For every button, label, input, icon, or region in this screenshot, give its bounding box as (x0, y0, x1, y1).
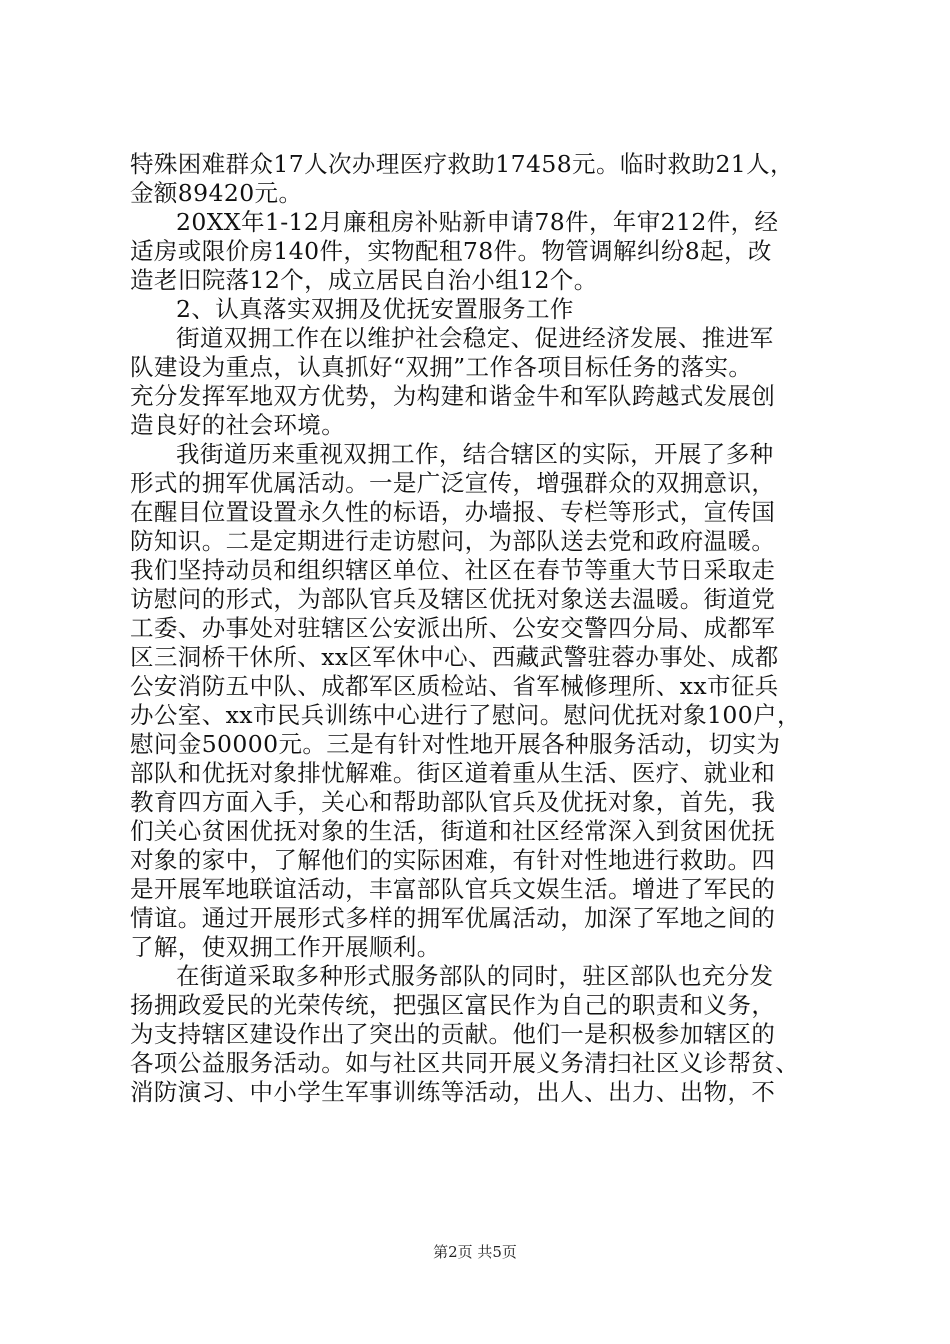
body-line: 部队和优抚对象排忧解难。街区道着重从生活、医疗、就业和 (130, 759, 776, 787)
body-line: 适房或限价房140件，实物配租78件。物管调解纠纷8起，改 (130, 237, 772, 265)
page-indicator: 第2页 共5页 (433, 1243, 517, 1261)
body-line: 充分发挥军地双方优势，为构建和谐金牛和军队跨越式发展创 (130, 382, 776, 410)
body-line: 金额89420元。 (130, 179, 303, 207)
body-line: 我街道历来重视双拥工作，结合辖区的实际，开展了多种 (176, 440, 774, 468)
section-heading: 2、认真落实双拥及优抚安置服务工作 (176, 295, 574, 323)
body-line: 慰问金50000元。三是有针对性地开展各种服务活动，切实为 (130, 730, 781, 758)
body-line: 们关心贫困优抚对象的生活，街道和社区经常深入到贫困优抚 (130, 817, 776, 845)
body-line: 造老旧院落12个，成立居民自治小组12个。 (130, 266, 598, 294)
body-line: 教育四方面入手，关心和帮助部队官兵及优抚对象，首先，我 (130, 788, 776, 816)
body-line: 情谊。通过开展形式多样的拥军优属活动，加深了军地之间的 (130, 904, 776, 932)
document-body (130, 150, 830, 1107)
body-line: 访慰问的形式，为部队官兵及辖区优抚对象送去温暖。街道党 (130, 585, 776, 613)
body-line: 办公室、xx市民兵训练中心进行了慰问。慰问优抚对象100户， (130, 701, 801, 729)
body-line: 消防演习、中小学生军事训练等活动，出人、出力、出物，不 (130, 1078, 776, 1106)
body-line: 我们坚持动员和组织辖区单位、社区在春节等重大节日采取走 (130, 556, 776, 584)
body-line: 各项公益服务活动。如与社区共同开展义务清扫社区义诊帮贫、 (130, 1049, 800, 1077)
body-line: 特殊困难群众17人次办理医疗救助17458元。临时救助21人， (130, 150, 794, 178)
body-line: 防知识。二是定期进行走访慰问，为部队送去党和政府温暖。 (130, 527, 776, 555)
body-line: 公安消防五中队、成都军区质检站、省军械修理所、xx市征兵 (130, 672, 779, 700)
body-line: 工委、办事处对驻辖区公安派出所、公安交警四分局、成都军 (130, 614, 776, 642)
body-line: 街道双拥工作在以维护社会稳定、促进经济发展、推进军 (176, 324, 774, 352)
body-line: 为支持辖区建设作出了突出的贡献。他们一是积极参加辖区的 (130, 1020, 776, 1048)
body-line: 队建设为重点，认真抓好“双拥”工作各项目标任务的落实。 (130, 353, 753, 381)
body-line: 造良好的社会环境。 (130, 411, 346, 439)
body-line: 扬拥政爱民的光荣传统，把强区富民作为自己的职责和义务， (130, 991, 776, 1019)
body-line: 是开展军地联谊活动，丰富部队官兵文娱生活。增进了军民的 (130, 875, 776, 903)
body-line: 对象的家中，了解他们的实际困难，有针对性地进行救助。四 (130, 846, 776, 874)
body-line: 在街道采取多种形式服务部队的同时，驻区部队也充分发 (176, 962, 774, 990)
body-line: 20XX年1-12月廉租房补贴新申请78件，年审212件，经 (176, 208, 779, 236)
body-line: 了解，使双拥工作开展顺利。 (130, 933, 441, 961)
body-line: 区三洞桥干休所、xx区军休中心、西藏武警驻蓉办事处、成都 (130, 643, 779, 671)
body-line: 形式的拥军优属活动。一是广泛宣传，增强群众的双拥意识， (130, 469, 776, 497)
body-line: 在醒目位置设置永久性的标语，办墙报、专栏等形式，宣传国 (130, 498, 776, 526)
